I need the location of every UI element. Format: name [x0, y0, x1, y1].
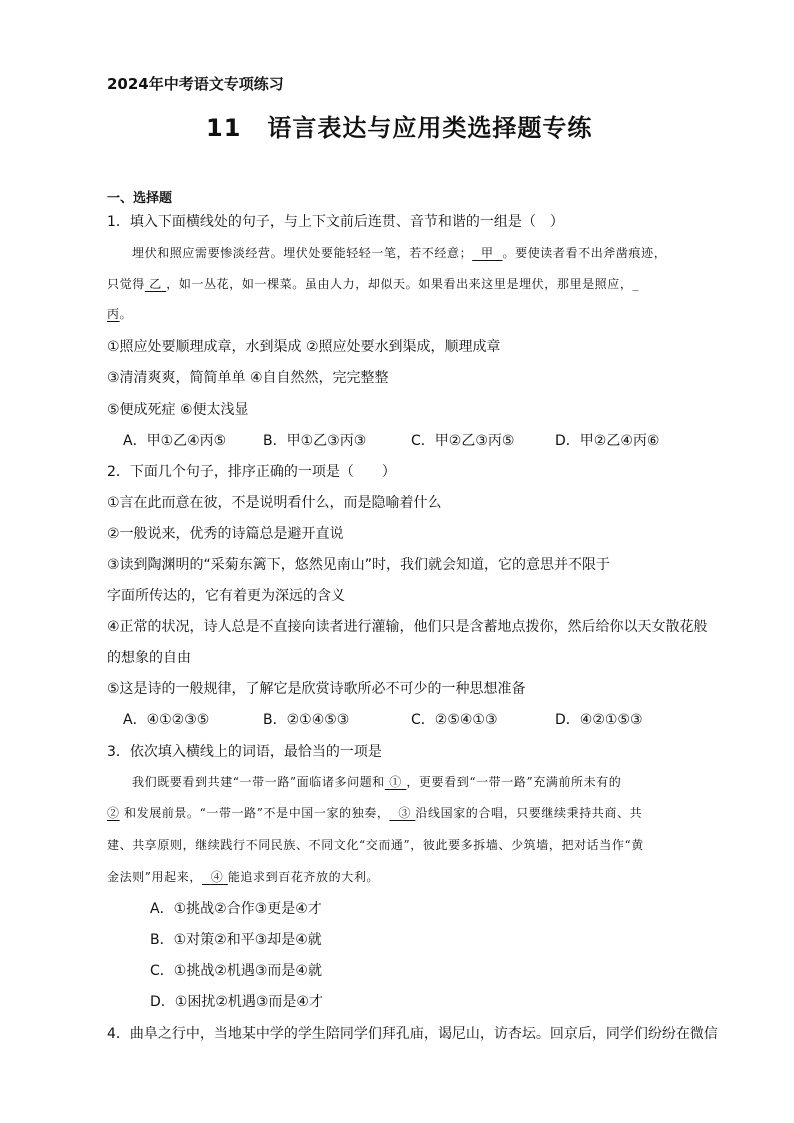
document-header: 2024年中考语文专项练习	[107, 75, 284, 93]
q1-blank-label: 甲	[481, 246, 494, 260]
q3-passage-line-4	[107, 868, 379, 886]
q2-sentence: 字面所传达的，它有着更为深远的含义	[107, 588, 345, 604]
q1-passage-text: ，如一丛花，如一棵菜。虽由人力，却似天。如果看出来这里是埋伏，那里是照应，	[166, 277, 633, 291]
section-heading: 一、选择题	[107, 191, 173, 206]
q2-option-d[interactable]: D．④②①⑤③	[555, 712, 643, 728]
q3-passage-line-3: 建、共享原则，继续践行不同民族、不同文化“交而通”，彼此要多拆墙、少筑墙，把对话当作“黄	[107, 838, 644, 852]
q3-passage-line-1	[132, 773, 621, 791]
q2-options	[123, 710, 643, 730]
q1-choice-line: ③清清爽爽，简简单单 ④自自然然，完完整整	[107, 370, 389, 386]
q1-passage-text: 。	[119, 307, 133, 321]
q1-passage-line-2	[107, 275, 639, 293]
q1-option-a[interactable]: A．甲①乙④丙⑤	[123, 433, 227, 449]
q3-option-d[interactable]: D．①困扰②机遇③而是④才	[150, 994, 323, 1010]
q1-blank-label: 乙	[149, 277, 162, 291]
q1-option-d[interactable]: D．甲②乙④丙⑥	[555, 433, 660, 449]
q1-choice-line: ⑤便成死症 ⑥便太浅显	[107, 402, 249, 418]
q2-stem: 2．下面几个句子，排序正确的一项是（ ）	[107, 464, 396, 480]
q3-blank-3	[390, 806, 416, 820]
title-text: 语言表达与应用类选择题专练	[267, 114, 593, 142]
q1-passage-line-1	[132, 244, 666, 262]
q2-option-a[interactable]: A．④①②③⑤	[123, 712, 210, 728]
q3-option-c[interactable]: C．①挑战②机遇③而是④就	[150, 963, 322, 979]
q3-passage-line-2	[107, 804, 642, 822]
q3-stem: 3．依次填入横线上的词语，最恰当的一项是	[107, 744, 382, 760]
q2-option-b[interactable]: B．②①④⑤③	[263, 712, 350, 728]
q3-blank-4	[202, 870, 228, 884]
q3-option-b[interactable]: B．①对策②和平③却是④就	[150, 932, 322, 948]
q1-choice-line: ①照应处要顺理成章，水到渠成 ②照应处要水到渠成，顺理成章	[107, 339, 501, 355]
q3-passage-text: 金法则”用起来，	[107, 870, 202, 884]
q1-passage-text: 埋伏和照应需要惨淡经营。埋伏处要能轻轻一笔，若不经意；	[132, 246, 473, 260]
q2-sentence: ②一般说来，优秀的诗篇总是避开直说	[107, 526, 344, 542]
q3-blank-label: ③	[398, 806, 411, 820]
q3-blank-1	[385, 775, 406, 789]
q3-blank-2: ②	[107, 806, 120, 820]
q1-options	[123, 431, 659, 451]
q3-blank-label: ①	[389, 775, 402, 789]
q3-option-a[interactable]: A．①挑战②合作③更是④才	[150, 901, 322, 917]
q3-passage-text: 和发展前景。“一带一路”不是中国一家的独奏，	[124, 806, 390, 820]
q1-blank-bing: 丙	[107, 307, 120, 321]
q1-option-c[interactable]: C．甲②乙③丙⑤	[411, 433, 515, 449]
q2-sentence: ③读到陶渊明的“采菊东篱下，悠然见南山”时，我们就会知道，它的意思并不限于	[107, 557, 611, 573]
q3-passage-text: 沿线国家的合唱，只要继续秉持共商、共	[415, 806, 643, 820]
q2-option-c[interactable]: C．②⑤④①③	[411, 712, 498, 728]
q1-blank-yi	[145, 277, 166, 291]
q1-blank-jia	[472, 246, 502, 260]
q1-option-b[interactable]: B．甲①乙③丙③	[263, 433, 367, 449]
q3-passage-text: 我们既要看到共建“一带一路”面临诸多问题和	[132, 775, 385, 789]
title-number: 11	[206, 114, 242, 142]
q4-stem: 4．曲阜之行中，当地某中学的学生陪同学们拜孔庙，谒尼山，访杏坛。回京后，同学们纷纷在微信	[107, 1026, 718, 1042]
q1-passage-text: 只觉得	[107, 277, 145, 291]
q2-sentence: 的想象的自由	[107, 650, 191, 666]
q2-sentence: ④正常的状况，诗人总是不直接向读者进行灌输，他们只是含蓄地点拨你，然后给你以天女散花般	[107, 619, 708, 635]
q2-sentence: ⑤这是诗的一般规律，了解它是欣赏诗歌所必不可少的一种思想准备	[107, 681, 526, 697]
q3-passage-text: 能追求到百花齐放的大利。	[227, 870, 380, 884]
q1-passage-text: 。要使读者看不出斧凿痕迹，	[502, 246, 667, 260]
q1-stem: 1．填入下面横线处的句子，与上下文前后连贯、音节和谐的一组是（ ）	[107, 214, 564, 230]
q1-passage-text: _	[632, 277, 640, 291]
q3-passage-text: ，更要看到“一带一路”充满前所未有的	[406, 775, 622, 789]
q3-blank-label: ④	[210, 870, 224, 884]
q2-sentence: ①言在此而意在彼，不是说明看什么，而是隐喻着什么	[107, 495, 442, 511]
page-title	[206, 108, 592, 143]
q1-passage-line-3	[107, 305, 132, 323]
